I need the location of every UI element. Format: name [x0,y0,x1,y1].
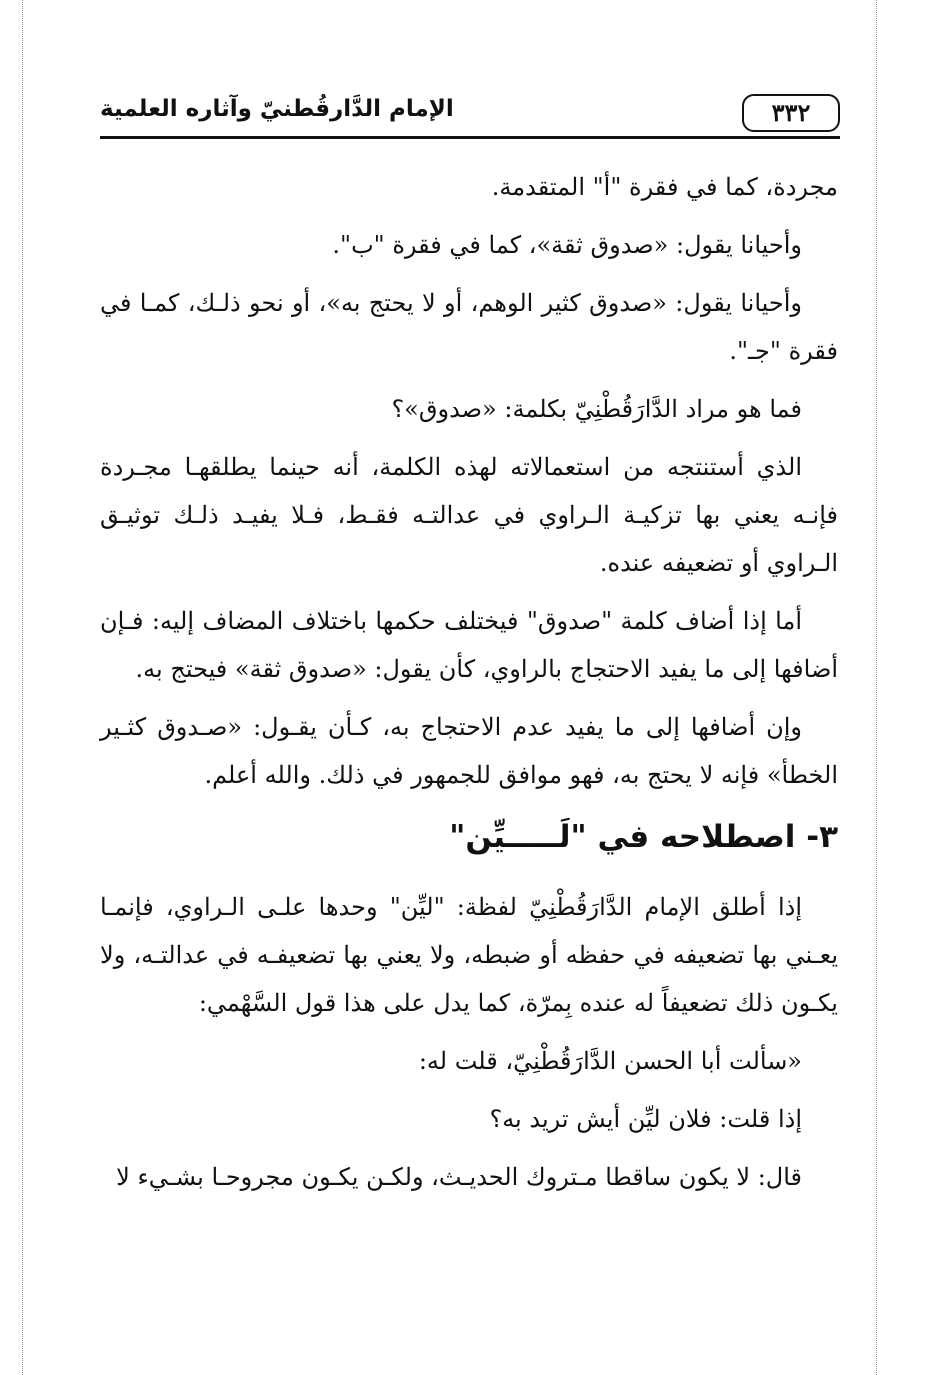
paragraph: وأحيانا يقول: «صدوق كثير الوهم، أو لا يحتج به»، أو نحو ذلـك، كمـا في فقرة "جـ". [100,289,838,365]
paragraph: أما إذا أضاف كلمة "صدوق" فيختلف حكمها باختلاف المضاف إليه: فـإن أضافها إلى ما يفيد الاحتجاج بالراوي، كأن يقول: «صدوق ثقة» فيحتج به. [100,607,838,683]
paragraph: فما هو مراد الدَّارَقُطْنِيّ بكلمة: «صدوق»؟ [391,395,802,423]
page-header [100,92,840,139]
section-heading: ٣- اصطلاحه في "لَـــــيِّن" [449,819,838,855]
quote-line: قال: لا يكون ساقطا مـتروك الحديـث، ولكـن يكـون مجروحـا بشـيء لا [116,1163,802,1191]
paragraph: الذي أستنتجه من استعمالاته لهذه الكلمة، أنه حينما يطلقهـا مجـردة فإنـه يعني بها تزكيـة الـراوي في عدالتـه فقـط، فـلا يفيـد ذلـك توثيـق الـراوي أو تضعيفه عنده. [100,453,838,577]
paragraph: مجردة، كما في فقرة "أ" المتقدمة. [491,173,838,201]
paragraph: وإن أضافها إلى ما يفيد عدم الاحتجاج به، كـأن يقـول: «صـدوق كثـير الخطأ» فإنه لا يحتج به، فهو موافق للجمهور في ذلك. والله أعلم. [100,713,838,789]
scan-margin-line-left [22,0,23,1375]
paragraph: وأحيانا يقول: «صدوق ثقة»، كما في فقرة "ب". [332,231,802,259]
page-body [100,163,838,1211]
running-title: الإمام الدَّارقُطنيّ وآثاره العلمية [100,96,454,122]
scan-margin-line-right [876,0,877,1375]
paragraph: إذا أطلق الإمام الدَّارَقُطْنِيّ لفظة: "ليِّن" وحدها علـى الـراوي، فإنمـا يعـني بها تضعيفه في حفظه أو ضبطه، ولا يعني بها تضعيفـه في عدالتـه، ولا يكـون ذلك تضعيفاً له عنده بِمرّة، كما يدل على هذا قول السَّهْمي: [100,893,839,1017]
page-number-badge: ٣٣٢ [742,94,840,132]
quote-line: «سألت أبا الحسن الدَّارَقُطْنِيّ، قلت له: [418,1047,802,1075]
quote-line: إذا قلت: فلان ليِّن أيش تريد به؟ [489,1105,802,1133]
